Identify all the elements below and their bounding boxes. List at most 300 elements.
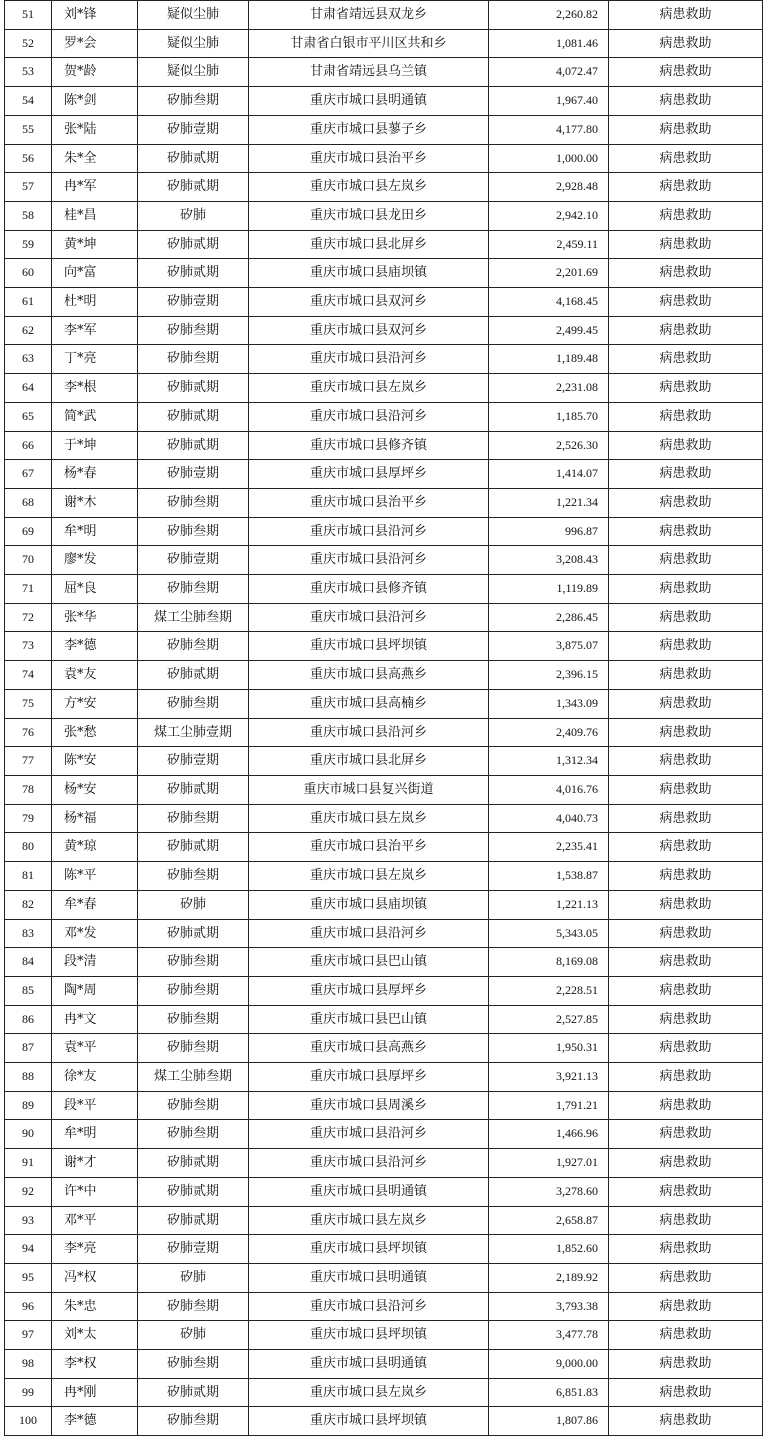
address-cell: 重庆市城口县复兴街道 — [249, 775, 489, 804]
address-cell: 重庆市城口县沿河乡 — [249, 517, 489, 546]
address-cell: 重庆市城口县沿河乡 — [249, 1120, 489, 1149]
row-number-cell: 87 — [5, 1034, 52, 1063]
address-cell: 重庆市城口县高燕乡 — [249, 661, 489, 690]
table-row — [5, 1063, 763, 1092]
address-cell: 重庆市城口县明通镇 — [249, 1263, 489, 1292]
name-cell: 牟*明 — [52, 517, 138, 546]
address-cell: 重庆市城口县坪坝镇 — [249, 1235, 489, 1264]
row-number-cell: 52 — [5, 29, 52, 58]
address-cell: 重庆市城口县龙田乡 — [249, 201, 489, 230]
row-number-cell: 66 — [5, 431, 52, 460]
diagnosis-cell: 矽肺贰期 — [138, 919, 249, 948]
table-row — [5, 87, 763, 116]
amount-cell: 2,658.87 — [489, 1206, 609, 1235]
name-cell: 朱*忠 — [52, 1292, 138, 1321]
amount-cell: 2,928.48 — [489, 173, 609, 202]
name-cell: 李*军 — [52, 316, 138, 345]
aid-type-cell: 病患救助 — [609, 230, 763, 259]
diagnosis-cell: 疑似尘肺 — [138, 1, 249, 30]
aid-type-cell: 病患救助 — [609, 1407, 763, 1436]
table-row — [5, 374, 763, 403]
address-cell: 重庆市城口县修齐镇 — [249, 575, 489, 604]
table-row — [5, 460, 763, 489]
address-cell: 重庆市城口县左岚乡 — [249, 1378, 489, 1407]
table-row — [5, 115, 763, 144]
name-cell: 许*中 — [52, 1177, 138, 1206]
row-number-cell: 84 — [5, 948, 52, 977]
name-cell: 方*安 — [52, 689, 138, 718]
row-number-cell: 97 — [5, 1321, 52, 1350]
address-cell: 重庆市城口县庙坝镇 — [249, 890, 489, 919]
amount-cell: 1,927.01 — [489, 1149, 609, 1178]
name-cell: 邓*平 — [52, 1206, 138, 1235]
row-number-cell: 88 — [5, 1063, 52, 1092]
diagnosis-cell: 疑似尘肺 — [138, 29, 249, 58]
aid-type-cell: 病患救助 — [609, 29, 763, 58]
address-cell: 重庆市城口县治平乡 — [249, 488, 489, 517]
table-row — [5, 775, 763, 804]
amount-cell: 2,235.41 — [489, 833, 609, 862]
row-number-cell: 61 — [5, 288, 52, 317]
name-cell: 冉*刚 — [52, 1378, 138, 1407]
amount-cell: 3,875.07 — [489, 632, 609, 661]
aid-type-cell: 病患救助 — [609, 259, 763, 288]
row-number-cell: 59 — [5, 230, 52, 259]
diagnosis-cell: 矽肺叁期 — [138, 976, 249, 1005]
aid-type-cell: 病患救助 — [609, 345, 763, 374]
row-number-cell: 53 — [5, 58, 52, 87]
table-row — [5, 890, 763, 919]
name-cell: 段*平 — [52, 1091, 138, 1120]
diagnosis-cell: 矽肺贰期 — [138, 1206, 249, 1235]
row-number-cell: 95 — [5, 1263, 52, 1292]
diagnosis-cell: 煤工尘肺叁期 — [138, 1063, 249, 1092]
amount-cell: 3,278.60 — [489, 1177, 609, 1206]
table-row — [5, 919, 763, 948]
address-cell: 重庆市城口县沿河乡 — [249, 1292, 489, 1321]
row-number-cell: 99 — [5, 1378, 52, 1407]
aid-type-cell: 病患救助 — [609, 517, 763, 546]
aid-type-cell: 病患救助 — [609, 201, 763, 230]
table-row — [5, 833, 763, 862]
name-cell: 刘*太 — [52, 1321, 138, 1350]
table-row — [5, 201, 763, 230]
row-number-cell: 78 — [5, 775, 52, 804]
amount-cell: 1,466.96 — [489, 1120, 609, 1149]
aid-type-cell: 病患救助 — [609, 1321, 763, 1350]
amount-cell: 2,231.08 — [489, 374, 609, 403]
row-number-cell: 70 — [5, 546, 52, 575]
aid-type-cell: 病患救助 — [609, 115, 763, 144]
table-row — [5, 546, 763, 575]
aid-type-cell: 病患救助 — [609, 1350, 763, 1379]
row-number-cell: 96 — [5, 1292, 52, 1321]
row-number-cell: 72 — [5, 603, 52, 632]
name-cell: 桂*昌 — [52, 201, 138, 230]
name-cell: 李*根 — [52, 374, 138, 403]
diagnosis-cell: 矽肺壹期 — [138, 460, 249, 489]
aid-type-cell: 病患救助 — [609, 603, 763, 632]
table-row — [5, 1407, 763, 1436]
diagnosis-cell: 矽肺叁期 — [138, 804, 249, 833]
amount-cell: 2,228.51 — [489, 976, 609, 1005]
row-number-cell: 83 — [5, 919, 52, 948]
address-cell: 重庆市城口县沿河乡 — [249, 718, 489, 747]
name-cell: 李*德 — [52, 632, 138, 661]
aid-type-cell: 病患救助 — [609, 288, 763, 317]
name-cell: 陈*安 — [52, 747, 138, 776]
aid-type-cell: 病患救助 — [609, 1206, 763, 1235]
diagnosis-cell: 矽肺壹期 — [138, 288, 249, 317]
row-number-cell: 56 — [5, 144, 52, 173]
row-number-cell: 98 — [5, 1350, 52, 1379]
name-cell: 丁*亮 — [52, 345, 138, 374]
row-number-cell: 73 — [5, 632, 52, 661]
amount-cell: 1,343.09 — [489, 689, 609, 718]
diagnosis-cell: 煤工尘肺叁期 — [138, 603, 249, 632]
amount-cell: 2,396.15 — [489, 661, 609, 690]
name-cell: 刘*锋 — [52, 1, 138, 30]
amount-cell: 4,072.47 — [489, 58, 609, 87]
table-row — [5, 1206, 763, 1235]
name-cell: 李*德 — [52, 1407, 138, 1436]
diagnosis-cell: 矽肺壹期 — [138, 546, 249, 575]
amount-cell: 4,177.80 — [489, 115, 609, 144]
table-row — [5, 517, 763, 546]
address-cell: 重庆市城口县左岚乡 — [249, 173, 489, 202]
row-number-cell: 93 — [5, 1206, 52, 1235]
diagnosis-cell: 矽肺叁期 — [138, 1005, 249, 1034]
row-number-cell: 81 — [5, 862, 52, 891]
diagnosis-cell: 矽肺叁期 — [138, 1034, 249, 1063]
address-cell: 重庆市城口县明通镇 — [249, 87, 489, 116]
name-cell: 袁*平 — [52, 1034, 138, 1063]
amount-cell: 2,189.92 — [489, 1263, 609, 1292]
row-number-cell: 74 — [5, 661, 52, 690]
table-row — [5, 29, 763, 58]
name-cell: 李*权 — [52, 1350, 138, 1379]
aid-type-cell: 病患救助 — [609, 87, 763, 116]
address-cell: 重庆市城口县巴山镇 — [249, 1005, 489, 1034]
name-cell: 牟*春 — [52, 890, 138, 919]
row-number-cell: 57 — [5, 173, 52, 202]
amount-cell: 6,851.83 — [489, 1378, 609, 1407]
diagnosis-cell: 矽肺叁期 — [138, 1407, 249, 1436]
diagnosis-cell: 矽肺叁期 — [138, 517, 249, 546]
address-cell: 重庆市城口县修齐镇 — [249, 431, 489, 460]
diagnosis-cell: 矽肺贰期 — [138, 775, 249, 804]
aid-type-cell: 病患救助 — [609, 1149, 763, 1178]
table-row — [5, 632, 763, 661]
address-cell: 重庆市城口县双河乡 — [249, 288, 489, 317]
amount-cell: 3,921.13 — [489, 1063, 609, 1092]
name-cell: 杨*安 — [52, 775, 138, 804]
table-body — [5, 1, 763, 1436]
aid-recipients-table — [4, 0, 763, 1436]
amount-cell: 2,201.69 — [489, 259, 609, 288]
name-cell: 向*富 — [52, 259, 138, 288]
address-cell: 重庆市城口县巴山镇 — [249, 948, 489, 977]
row-number-cell: 62 — [5, 316, 52, 345]
amount-cell: 4,040.73 — [489, 804, 609, 833]
address-cell: 重庆市城口县治平乡 — [249, 144, 489, 173]
aid-type-cell: 病患救助 — [609, 632, 763, 661]
table-row — [5, 1005, 763, 1034]
table-row — [5, 288, 763, 317]
row-number-cell: 71 — [5, 575, 52, 604]
table-row — [5, 1091, 763, 1120]
table-row — [5, 1235, 763, 1264]
amount-cell: 2,459.11 — [489, 230, 609, 259]
table-row — [5, 1, 763, 30]
row-number-cell: 77 — [5, 747, 52, 776]
amount-cell: 1,414.07 — [489, 460, 609, 489]
diagnosis-cell: 矽肺 — [138, 201, 249, 230]
aid-type-cell: 病患救助 — [609, 890, 763, 919]
diagnosis-cell: 疑似尘肺 — [138, 58, 249, 87]
diagnosis-cell: 矽肺贰期 — [138, 1378, 249, 1407]
row-number-cell: 68 — [5, 488, 52, 517]
row-number-cell: 100 — [5, 1407, 52, 1436]
address-cell: 重庆市城口县沿河乡 — [249, 919, 489, 948]
table-row — [5, 1263, 763, 1292]
address-cell: 重庆市城口县双河乡 — [249, 316, 489, 345]
row-number-cell: 69 — [5, 517, 52, 546]
address-cell: 重庆市城口县沿河乡 — [249, 546, 489, 575]
amount-cell: 1,081.46 — [489, 29, 609, 58]
amount-cell: 1,950.31 — [489, 1034, 609, 1063]
amount-cell: 1,189.48 — [489, 345, 609, 374]
table-row — [5, 1034, 763, 1063]
diagnosis-cell: 矽肺贰期 — [138, 259, 249, 288]
row-number-cell: 60 — [5, 259, 52, 288]
amount-cell: 4,168.45 — [489, 288, 609, 317]
aid-type-cell: 病患救助 — [609, 661, 763, 690]
table-row — [5, 230, 763, 259]
row-number-cell: 91 — [5, 1149, 52, 1178]
diagnosis-cell: 矽肺贰期 — [138, 1149, 249, 1178]
name-cell: 张*华 — [52, 603, 138, 632]
table-row — [5, 1292, 763, 1321]
name-cell: 张*愁 — [52, 718, 138, 747]
name-cell: 屈*良 — [52, 575, 138, 604]
aid-type-cell: 病患救助 — [609, 460, 763, 489]
diagnosis-cell: 矽肺叁期 — [138, 689, 249, 718]
amount-cell: 1,312.34 — [489, 747, 609, 776]
table-row — [5, 661, 763, 690]
table-row — [5, 58, 763, 87]
table-row — [5, 1149, 763, 1178]
amount-cell: 1,967.40 — [489, 87, 609, 116]
aid-type-cell: 病患救助 — [609, 1, 763, 30]
name-cell: 陈*剑 — [52, 87, 138, 116]
table-row — [5, 173, 763, 202]
diagnosis-cell: 矽肺贰期 — [138, 833, 249, 862]
name-cell: 段*清 — [52, 948, 138, 977]
name-cell: 袁*友 — [52, 661, 138, 690]
table-row — [5, 747, 763, 776]
address-cell: 重庆市城口县左岚乡 — [249, 374, 489, 403]
diagnosis-cell: 煤工尘肺壹期 — [138, 718, 249, 747]
table-row — [5, 603, 763, 632]
aid-type-cell: 病患救助 — [609, 1005, 763, 1034]
aid-type-cell: 病患救助 — [609, 747, 763, 776]
row-number-cell: 90 — [5, 1120, 52, 1149]
aid-type-cell: 病患救助 — [609, 1034, 763, 1063]
amount-cell: 1,807.86 — [489, 1407, 609, 1436]
address-cell: 重庆市城口县沿河乡 — [249, 1149, 489, 1178]
address-cell: 重庆市城口县高楠乡 — [249, 689, 489, 718]
aid-type-cell: 病患救助 — [609, 689, 763, 718]
address-cell: 甘肃省白银市平川区共和乡 — [249, 29, 489, 58]
aid-type-cell: 病患救助 — [609, 976, 763, 1005]
aid-type-cell: 病患救助 — [609, 575, 763, 604]
row-number-cell: 51 — [5, 1, 52, 30]
aid-type-cell: 病患救助 — [609, 919, 763, 948]
row-number-cell: 82 — [5, 890, 52, 919]
table-row — [5, 144, 763, 173]
address-cell: 重庆市城口县沿河乡 — [249, 603, 489, 632]
amount-cell: 1,119.89 — [489, 575, 609, 604]
amount-cell: 1,538.87 — [489, 862, 609, 891]
address-cell: 重庆市城口县坪坝镇 — [249, 1321, 489, 1350]
address-cell: 重庆市城口县周溪乡 — [249, 1091, 489, 1120]
amount-cell: 3,208.43 — [489, 546, 609, 575]
address-cell: 重庆市城口县左岚乡 — [249, 804, 489, 833]
row-number-cell: 67 — [5, 460, 52, 489]
name-cell: 简*武 — [52, 402, 138, 431]
diagnosis-cell: 矽肺叁期 — [138, 575, 249, 604]
table-row — [5, 718, 763, 747]
diagnosis-cell: 矽肺叁期 — [138, 948, 249, 977]
amount-cell: 9,000.00 — [489, 1350, 609, 1379]
table-row — [5, 431, 763, 460]
name-cell: 廖*发 — [52, 546, 138, 575]
row-number-cell: 64 — [5, 374, 52, 403]
name-cell: 黄*琼 — [52, 833, 138, 862]
table-row — [5, 1177, 763, 1206]
aid-type-cell: 病患救助 — [609, 1120, 763, 1149]
address-cell: 甘肃省靖远县双龙乡 — [249, 1, 489, 30]
aid-type-cell: 病患救助 — [609, 316, 763, 345]
row-number-cell: 86 — [5, 1005, 52, 1034]
name-cell: 杨*福 — [52, 804, 138, 833]
address-cell: 重庆市城口县治平乡 — [249, 833, 489, 862]
amount-cell: 1,791.21 — [489, 1091, 609, 1120]
diagnosis-cell: 矽肺壹期 — [138, 747, 249, 776]
row-number-cell: 79 — [5, 804, 52, 833]
diagnosis-cell: 矽肺壹期 — [138, 115, 249, 144]
table-row — [5, 1321, 763, 1350]
aid-type-cell: 病患救助 — [609, 1091, 763, 1120]
table-row — [5, 1350, 763, 1379]
diagnosis-cell: 矽肺叁期 — [138, 345, 249, 374]
diagnosis-cell: 矽肺叁期 — [138, 1091, 249, 1120]
diagnosis-cell: 矽肺叁期 — [138, 87, 249, 116]
name-cell: 李*亮 — [52, 1235, 138, 1264]
name-cell: 于*坤 — [52, 431, 138, 460]
diagnosis-cell: 矽肺贰期 — [138, 173, 249, 202]
diagnosis-cell: 矽肺叁期 — [138, 1120, 249, 1149]
row-number-cell: 89 — [5, 1091, 52, 1120]
diagnosis-cell: 矽肺壹期 — [138, 1235, 249, 1264]
diagnosis-cell: 矽肺贰期 — [138, 402, 249, 431]
aid-type-cell: 病患救助 — [609, 431, 763, 460]
aid-type-cell: 病患救助 — [609, 546, 763, 575]
diagnosis-cell: 矽肺贰期 — [138, 144, 249, 173]
address-cell: 重庆市城口县明通镇 — [249, 1350, 489, 1379]
name-cell: 朱*全 — [52, 144, 138, 173]
amount-cell: 8,169.08 — [489, 948, 609, 977]
diagnosis-cell: 矽肺叁期 — [138, 632, 249, 661]
amount-cell: 2,409.76 — [489, 718, 609, 747]
aid-type-cell: 病患救助 — [609, 718, 763, 747]
name-cell: 张*陆 — [52, 115, 138, 144]
row-number-cell: 76 — [5, 718, 52, 747]
table-row — [5, 575, 763, 604]
address-cell: 重庆市城口县北屏乡 — [249, 747, 489, 776]
row-number-cell: 94 — [5, 1235, 52, 1264]
row-number-cell: 80 — [5, 833, 52, 862]
amount-cell: 2,499.45 — [489, 316, 609, 345]
aid-type-cell: 病患救助 — [609, 862, 763, 891]
address-cell: 重庆市城口县北屏乡 — [249, 230, 489, 259]
diagnosis-cell: 矽肺贰期 — [138, 431, 249, 460]
name-cell: 牟*明 — [52, 1120, 138, 1149]
address-cell: 重庆市城口县左岚乡 — [249, 862, 489, 891]
name-cell: 杜*明 — [52, 288, 138, 317]
address-cell: 甘肃省靖远县乌兰镇 — [249, 58, 489, 87]
table-row — [5, 488, 763, 517]
address-cell: 重庆市城口县厚坪乡 — [249, 460, 489, 489]
row-number-cell: 55 — [5, 115, 52, 144]
row-number-cell: 63 — [5, 345, 52, 374]
address-cell: 重庆市城口县坪坝镇 — [249, 632, 489, 661]
name-cell: 冯*权 — [52, 1263, 138, 1292]
address-cell: 重庆市城口县庙坝镇 — [249, 259, 489, 288]
name-cell: 杨*春 — [52, 460, 138, 489]
name-cell: 陶*周 — [52, 976, 138, 1005]
name-cell: 罗*会 — [52, 29, 138, 58]
address-cell: 重庆市城口县坪坝镇 — [249, 1407, 489, 1436]
aid-type-cell: 病患救助 — [609, 173, 763, 202]
name-cell: 冉*军 — [52, 173, 138, 202]
aid-type-cell: 病患救助 — [609, 804, 763, 833]
row-number-cell: 65 — [5, 402, 52, 431]
amount-cell: 2,286.45 — [489, 603, 609, 632]
aid-type-cell: 病患救助 — [609, 1235, 763, 1264]
name-cell: 贺*龄 — [52, 58, 138, 87]
name-cell: 黄*坤 — [52, 230, 138, 259]
table-row — [5, 259, 763, 288]
amount-cell: 2,260.82 — [489, 1, 609, 30]
diagnosis-cell: 矽肺叁期 — [138, 316, 249, 345]
diagnosis-cell: 矽肺叁期 — [138, 1350, 249, 1379]
diagnosis-cell: 矽肺贰期 — [138, 230, 249, 259]
diagnosis-cell: 矽肺贰期 — [138, 1177, 249, 1206]
row-number-cell: 54 — [5, 87, 52, 116]
address-cell: 重庆市城口县高燕乡 — [249, 1034, 489, 1063]
diagnosis-cell: 矽肺叁期 — [138, 488, 249, 517]
name-cell: 邓*发 — [52, 919, 138, 948]
amount-cell: 1,221.34 — [489, 488, 609, 517]
amount-cell: 3,793.38 — [489, 1292, 609, 1321]
aid-type-cell: 病患救助 — [609, 1378, 763, 1407]
diagnosis-cell: 矽肺贰期 — [138, 374, 249, 403]
diagnosis-cell: 矽肺 — [138, 1263, 249, 1292]
diagnosis-cell: 矽肺 — [138, 1321, 249, 1350]
name-cell: 谢*才 — [52, 1149, 138, 1178]
